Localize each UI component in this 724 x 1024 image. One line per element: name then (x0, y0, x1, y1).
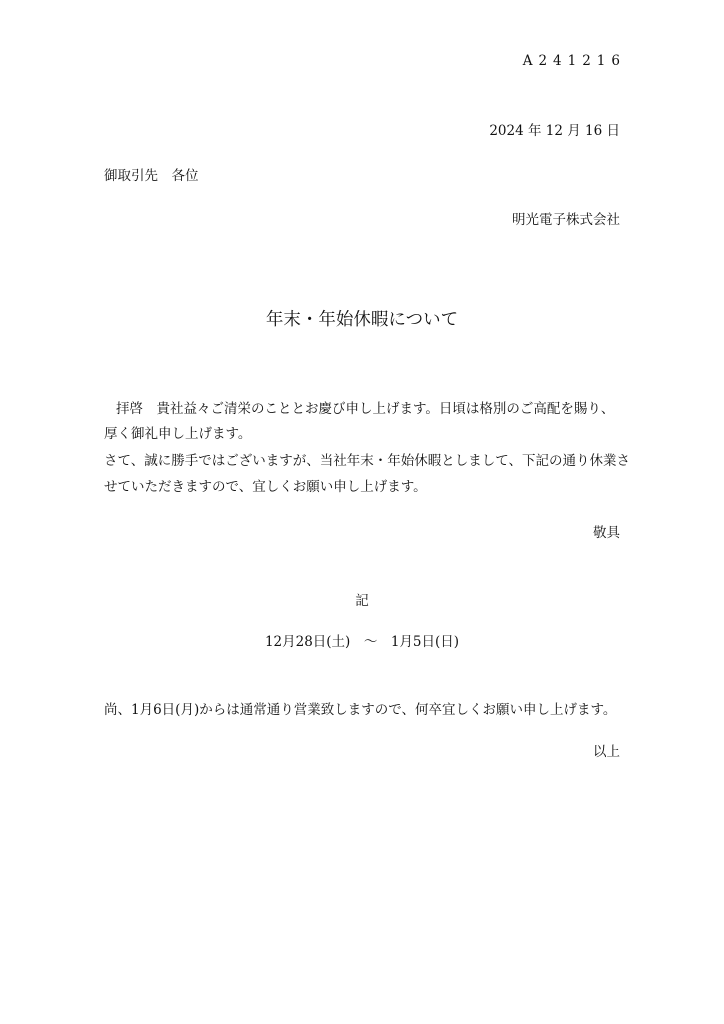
resume-note: 尚、1月6日(月)からは通常通り営業致しますので、何卒宜しくお願い申し上げます。 (104, 702, 617, 718)
closing-salutation: 敬具 (593, 525, 620, 541)
holiday-period: 12月28日(土) ～ 1月5日(日) (264, 634, 460, 650)
body-text-line: 厚く御礼申し上げます。 (104, 426, 252, 442)
ki-heading: 記 (355, 593, 369, 609)
document-title: 年末・年始休暇について (265, 310, 459, 330)
recipient: 御取引先 各位 (104, 168, 199, 184)
end-mark: 以上 (593, 744, 620, 760)
document-number: A241216 (522, 53, 626, 69)
body-text-line: せていただきますので、宜しくお願い申し上げます。 (104, 479, 427, 495)
document-date: 2024 年 12 月 16 日 (489, 123, 620, 139)
sender-company: 明光電子株式会社 (512, 212, 620, 228)
body-text-line: さて、誠に勝手ではございますが、当社年末・年始休暇としまして、下記の通り休業さ (104, 453, 630, 469)
body-text-line: 拝啓 貴社益々ご清栄のこととお慶び申し上げます。日頃は格別のご高配を賜り、 (116, 401, 615, 417)
